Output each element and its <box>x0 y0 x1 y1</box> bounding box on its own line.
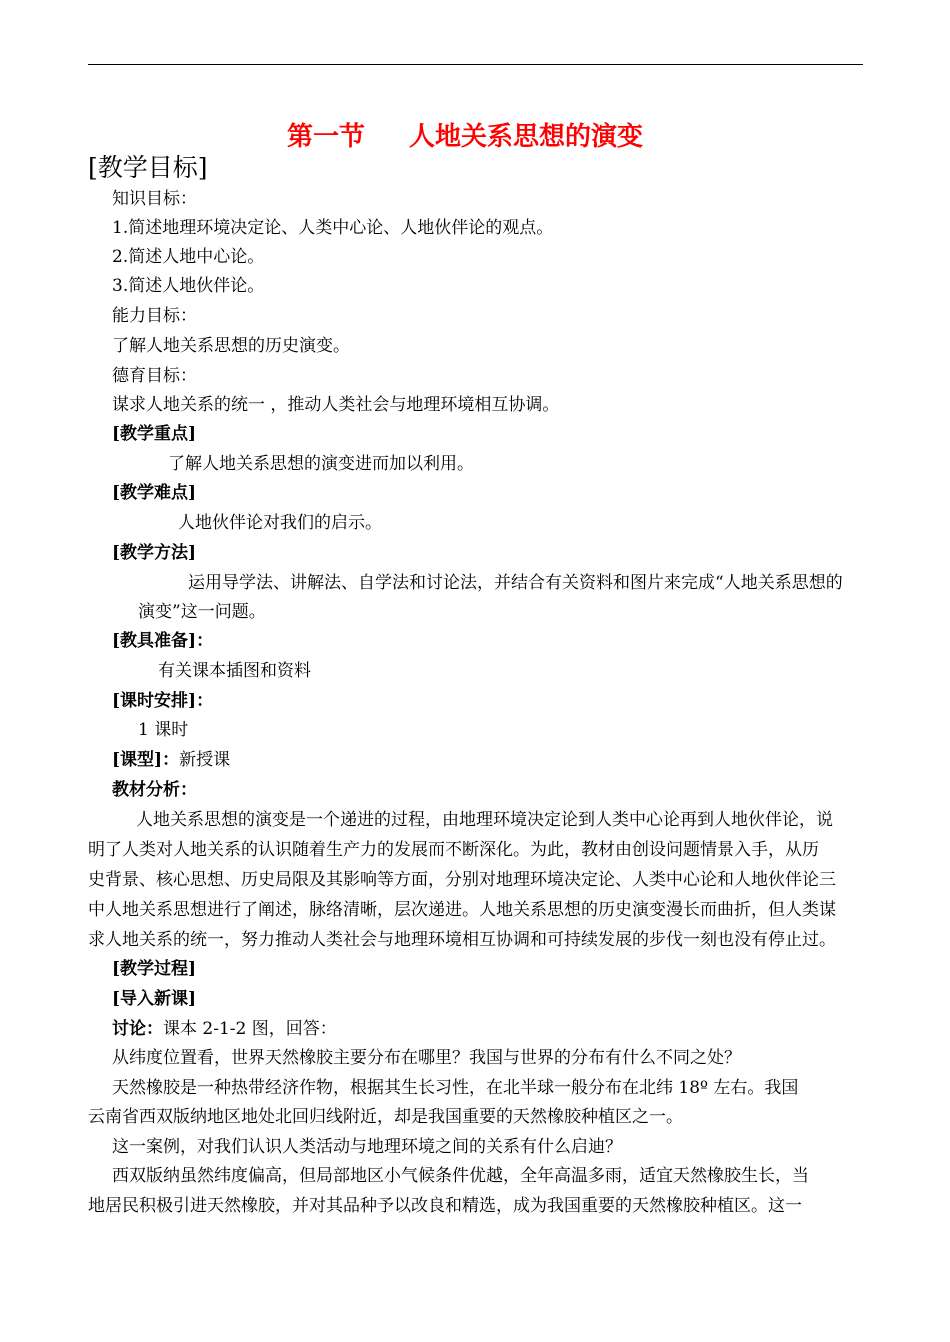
lesson-type <box>112 749 230 771</box>
header-rule <box>88 64 863 65</box>
process-heading: [教学过程] <box>112 959 197 979</box>
question-text: 这一案例，对我们认识人类活动与地理环境之间的关系有什么启迪？ <box>112 1137 622 1157</box>
tools-text: 有关课本插图和资料 <box>158 661 311 681</box>
key-point-text: 了解人地关系思想的演变进而加以利用。 <box>168 454 474 474</box>
analysis-line: 史背景、核心思想、历史局限及其影响等方面，分别对地理环境决定论、人类中心论和人地伙伴论三 <box>88 870 836 890</box>
analysis-line: 明了人类对人地关系的认识随着生产力的发展而不断深化。为此，教材由创设问题情景入手，从历 <box>88 840 819 860</box>
intro-heading: [导入新课] <box>112 989 197 1009</box>
paragraph-line: 西双版纳虽然纬度偏高，但局部地区小气候条件优越，全年高温多雨，适宜天然橡胶生长，当 <box>112 1166 809 1186</box>
key-point-heading: [教学重点] <box>112 424 197 444</box>
discussion-label: 讨论： <box>112 1019 163 1039</box>
ability-text: 了解人地关系思想的历史演变。 <box>112 336 350 356</box>
method-text: 演变”这一问题。 <box>138 602 266 622</box>
analysis-line: 中人地关系思想进行了阐述，脉络清晰，层次递进。人地关系思想的历史演变漫长而曲折，但人类谋 <box>88 900 836 920</box>
discussion-text: 课本 2-1-2 图，回答： <box>163 1019 337 1039</box>
moral-label: 德育目标： <box>112 366 197 386</box>
difficulty-text: 人地伙伴论对我们的启示。 <box>178 513 382 533</box>
title-section: 第一节 <box>287 122 366 152</box>
schedule-text: 1 课时 <box>138 720 189 740</box>
ability-label: 能力目标： <box>112 306 197 326</box>
lesson-type-text: 新授课 <box>179 750 231 770</box>
analysis-heading: 教材分析： <box>112 780 197 800</box>
lesson-type-heading: [课型]： <box>112 750 180 770</box>
analysis-line: 人地关系思想的演变是一个递进的过程，由地理环境决定论到人类中心论再到人地伙伴论，说 <box>136 810 833 830</box>
schedule-heading: [课时安排]： <box>112 691 214 711</box>
question-text: 从纬度位置看，世界天然橡胶主要分布在哪里？我国与世界的分布有什么不同之处？ <box>112 1048 741 1068</box>
knowledge-item: 3.简述人地伙伴论。 <box>112 276 265 296</box>
analysis-line: 求人地关系的统一，努力推动人类社会与地理环境相互协调和可持续发展的步伐一刻也没有停止过。 <box>88 930 836 950</box>
knowledge-item: 1.简述地理环境决定论、人类中心论、人地伙伴论的观点。 <box>112 218 554 238</box>
paragraph-line: 地居民积极引进天然橡胶，并对其品种予以改良和精选，成为我国重要的天然橡胶种植区。这一 <box>88 1196 802 1216</box>
tools-heading: [教具准备]： <box>112 631 214 651</box>
title-topic: 人地关系思想的演变 <box>409 122 644 152</box>
objectives-heading: [教学目标] <box>88 153 208 182</box>
knowledge-item: 2.简述人地中心论。 <box>112 247 265 267</box>
paragraph-line: 云南省西双版纳地区地处北回归线附近，却是我国重要的天然橡胶种植区之一。 <box>88 1107 683 1127</box>
method-heading: [教学方法] <box>112 543 197 563</box>
knowledge-label: 知识目标： <box>112 189 197 209</box>
page-title <box>287 120 643 154</box>
discussion <box>112 1018 337 1040</box>
moral-text: 谋求人地关系的统一 ，推动人类社会与地理环境相互协调。 <box>112 395 560 415</box>
difficulty-heading: [教学难点] <box>112 483 197 503</box>
method-text: 运用导学法、讲解法、自学法和讨论法，并结合有关资料和图片来完成“人地关系思想的 <box>188 573 843 593</box>
paragraph-line: 天然橡胶是一种热带经济作物，根据其生长习性，在北半球一般分布在北纬 18º 左右。我国 <box>112 1078 799 1098</box>
